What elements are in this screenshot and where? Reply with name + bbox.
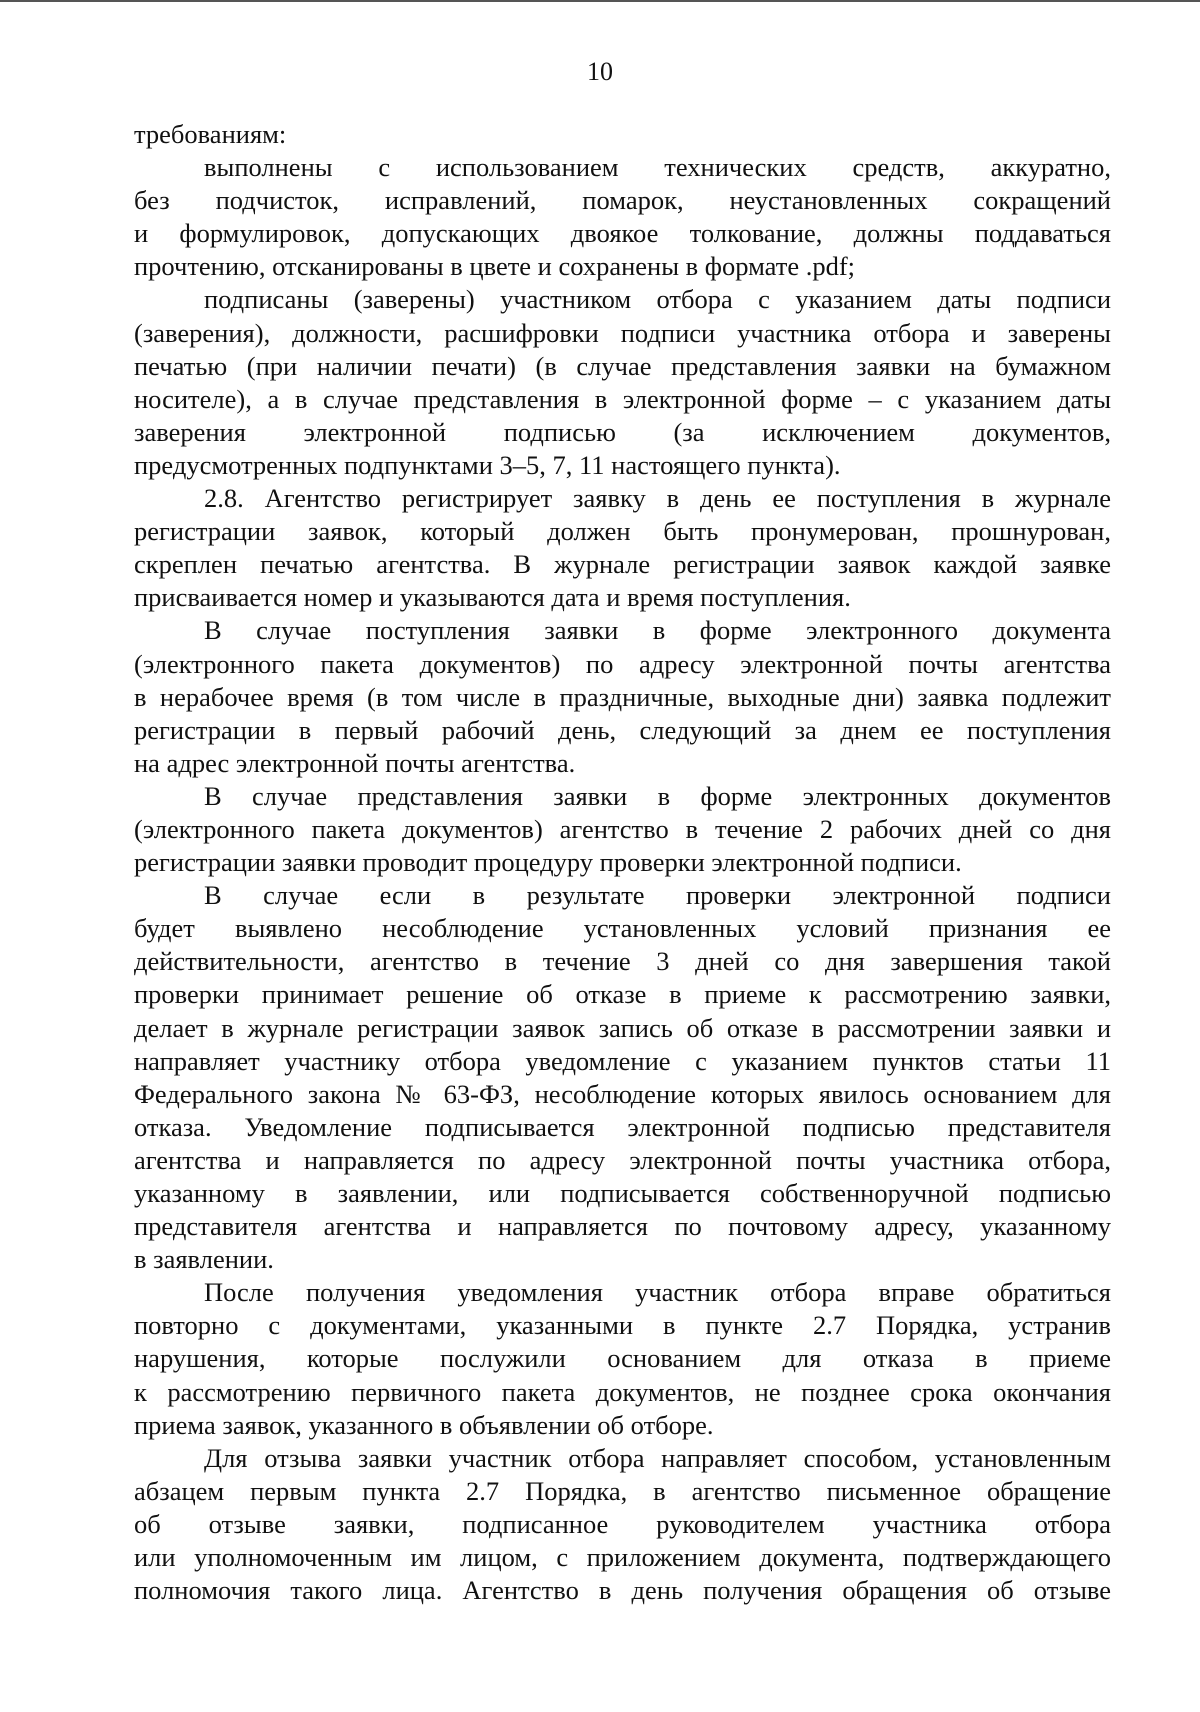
text-line: регистрации заявки проводит процедуру проверки электронной подписи. [134, 847, 962, 878]
text-line: требованиям: [134, 119, 287, 149]
text-line: После получения уведомления участник отбора вправе обратиться [204, 1277, 1111, 1308]
text-line: В случае представления заявки в форме электронных документов [204, 780, 1111, 811]
text-line: на адрес электронной почты агентства. [134, 747, 576, 778]
text-line: печатью (при наличии печати) (в случае представления заявки на бумажном [134, 350, 1111, 381]
text-line: 2.8. Агентство регистрирует заявку в день ее поступления в журнале [204, 483, 1111, 514]
page-number: 10 [587, 57, 613, 86]
text-line: прочтению, отсканированы в цвете и сохранены в формате .pdf; [134, 251, 856, 282]
text-line: скреплен печатью агентства. В журнале регистрации заявок каждой заявке [134, 549, 1111, 580]
text-line: присваивается номер и указываются дата и время поступления. [134, 582, 851, 613]
text-line: действительности, агентство в течение 3 дней со дня завершения такой [134, 946, 1111, 977]
text-line: в нерабочее время (в том числе в праздничные, выходные дни) заявка подлежит [134, 681, 1111, 712]
text-line: подписаны (заверены) участником отбора с указанием даты подписи [204, 284, 1111, 315]
text-line: к рассмотрению первичного пакета документов, не позднее срока окончания [134, 1376, 1111, 1407]
text-line: агентства и направляется по адресу электронной почты участника отбора, [134, 1144, 1111, 1175]
text-line: без подчисток, исправлений, помарок, неустановленных сокращений [134, 185, 1111, 216]
text-line: представителя агентства и направляется по почтовому адресу, указанному [134, 1211, 1111, 1242]
text-line: полномочия такого лица. Агентство в день получения обращения об отзыве [134, 1575, 1111, 1606]
text-line: в заявлении. [134, 1244, 274, 1275]
text-line: или уполномоченным им лицом, с приложением документа, подтверждающего [134, 1542, 1111, 1573]
text-line: (электронного пакета документов) по адресу электронной почты агентства [134, 648, 1111, 679]
text-line: регистрации в первый рабочий день, следующий за днем ее поступления [134, 714, 1111, 745]
scan-top-border [0, 0, 1200, 2]
text-line: носителе), а в случае представления в электронной форме – с указанием даты [134, 383, 1111, 414]
text-line: абзацем первым пункта 2.7 Порядка, в агентство письменное обращение [134, 1475, 1111, 1506]
text-line: об отзыве заявки, подписанное руководителем участника отбора [134, 1508, 1111, 1539]
text-line: предусмотренных подпунктами 3–5, 7, 11 настоящего пункта). [134, 449, 841, 480]
text-line: будет выявлено несоблюдение установленных условий признания ее [134, 913, 1111, 944]
text-line: (электронного пакета документов) агентство в течение 2 рабочих дней со дня [134, 813, 1111, 844]
text-line: и формулировок, допускающих двоякое толкование, должны поддаваться [134, 218, 1111, 249]
text-line: повторно с документами, указанными в пункте 2.7 Порядка, устранив [134, 1310, 1111, 1341]
text-line: приема заявок, указанного в объявлении об отборе. [134, 1409, 714, 1440]
text-line: указанному в заявлении, или подписывается собственноручной подписью [134, 1178, 1111, 1208]
text-line: направляет участнику отбора уведомление с указанием пунктов статьи 11 [134, 1045, 1111, 1076]
text-line: (заверения), должности, расшифровки подписи участника отбора и заверены [134, 317, 1111, 348]
text-line: нарушения, которые послужили основанием для отказа в приеме [134, 1343, 1111, 1374]
text-line: проверки принимает решение об отказе в приеме к рассмотрению заявки, [134, 979, 1111, 1010]
text-line: В случае поступления заявки в форме электронного документа [204, 615, 1111, 646]
text-line: делает в журнале регистрации заявок запись об отказе в рассмотрении заявки и [134, 1012, 1111, 1043]
text-line: регистрации заявок, который должен быть пронумерован, прошнурован, [134, 516, 1111, 547]
text-line: выполнены с использованием технических средств, аккуратно, [204, 152, 1111, 183]
text-line: Для отзыва заявки участник отбора направляет способом, установленным [204, 1442, 1111, 1473]
text-line: заверения электронной подписью (за исключением документов, [134, 416, 1111, 447]
text-line: Федерального закона № 63-ФЗ, несоблюдение которых явилось основанием для [134, 1078, 1111, 1109]
text-line: В случае если в результате проверки электронной подписи [204, 880, 1111, 911]
body-text [134, 118, 1111, 1607]
text-line: отказа. Уведомление подписывается электронной подписью представителя [134, 1111, 1111, 1142]
